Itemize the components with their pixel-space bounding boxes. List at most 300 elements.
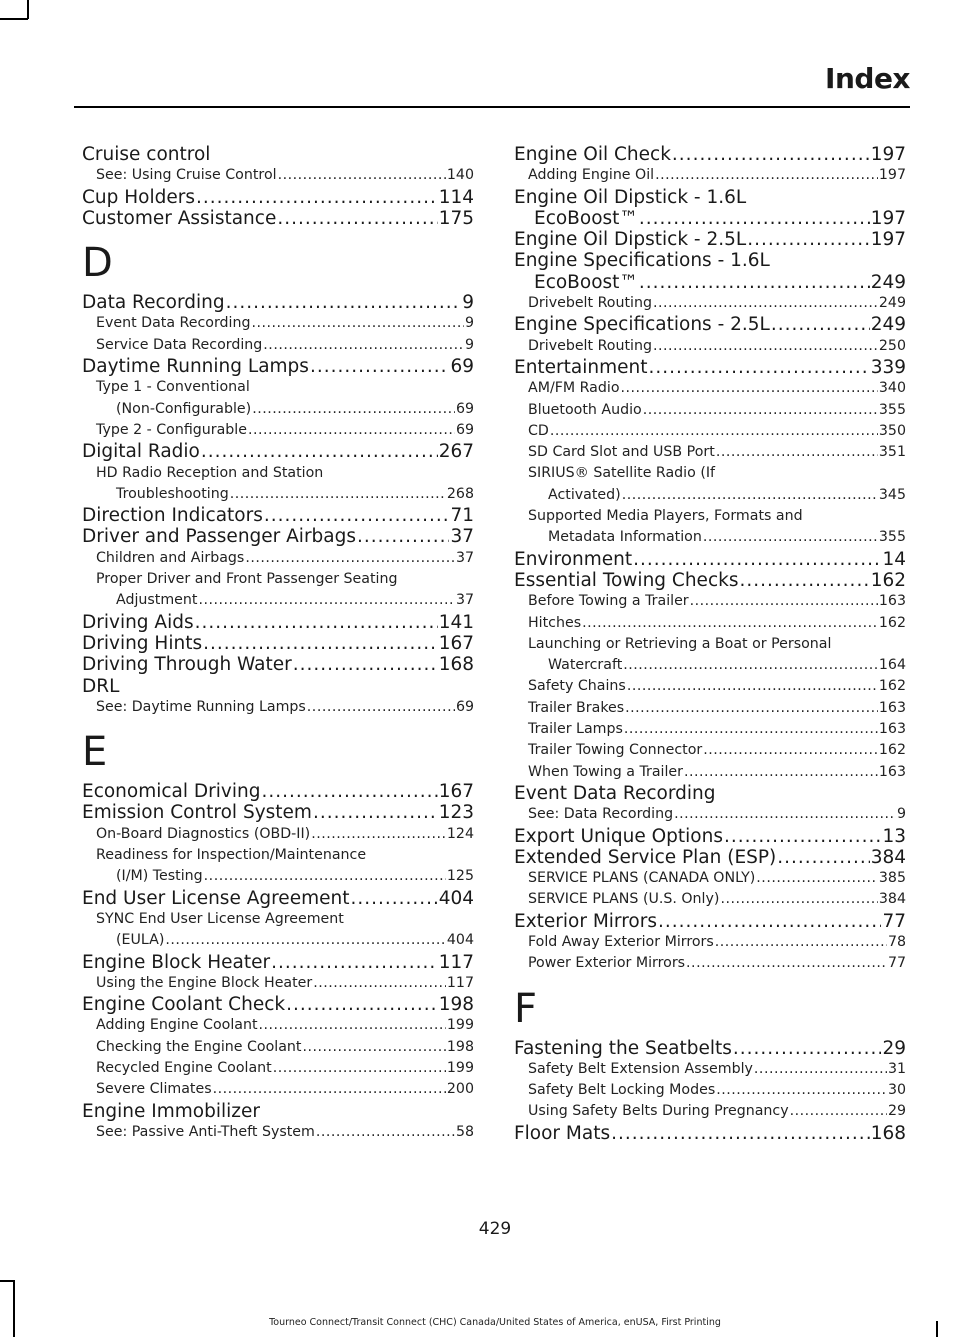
- entry-label: Fastening the Seatbelts: [514, 1037, 732, 1059]
- dot-leader: [790, 1101, 887, 1122]
- entry-label: Driver and Passenger Airbags: [82, 526, 357, 548]
- page-reference[interactable]: 117: [446, 974, 474, 991]
- index-entry[interactable]: [514, 272, 906, 293]
- entry-label: Using Safety Belts During Pregnancy: [528, 1103, 789, 1120]
- page-reference[interactable]: 199: [446, 1017, 474, 1034]
- page-reference[interactable]: 125: [446, 868, 474, 885]
- index-subentry[interactable]: [514, 421, 906, 442]
- dot-leader: [264, 505, 450, 526]
- index-subentry[interactable]: [514, 762, 906, 783]
- index-subentry[interactable]: [514, 1101, 906, 1122]
- page-reference[interactable]: 69: [455, 400, 474, 417]
- index-entry[interactable]: [514, 570, 906, 591]
- index-heading: Engine Oil Dipstick - 1.6L: [514, 186, 747, 208]
- dot-leader: [639, 272, 870, 293]
- dot-leader: [252, 399, 455, 420]
- dot-leader: [625, 698, 878, 719]
- index-subentry[interactable]: [514, 378, 906, 399]
- index-entry[interactable]: [82, 612, 474, 633]
- page-reference[interactable]: 114: [438, 186, 474, 208]
- entry-label: Driving Hints: [82, 632, 203, 654]
- index-subentry[interactable]: [82, 1037, 474, 1058]
- entry-label: Safety Chains: [528, 678, 626, 695]
- entry-label: Floor Mats: [514, 1122, 611, 1144]
- dot-leader: [277, 208, 437, 229]
- footer-text: Tourneo Connect/Transit Connect (CHC) Canada/United States of America, enUSA, First Printing: [269, 1317, 721, 1328]
- page-reference[interactable]: 199: [446, 1059, 474, 1076]
- page-reference[interactable]: 249: [870, 271, 906, 293]
- crop-mark-bottom-left-v: [13, 1280, 15, 1337]
- entry-label: Entertainment: [514, 356, 648, 378]
- dot-leader: [550, 421, 878, 442]
- dot-leader: [747, 229, 869, 250]
- page-reference[interactable]: 355: [878, 401, 906, 418]
- page-reference[interactable]: 162: [878, 742, 906, 759]
- index-entry[interactable]: [82, 526, 474, 547]
- index-entry[interactable]: [514, 229, 906, 250]
- entry-label: Watercraft: [548, 657, 623, 674]
- entry-label: Engine Oil Check: [514, 144, 671, 165]
- index-heading: Engine Immobilizer: [82, 1100, 260, 1122]
- page-reference[interactable]: 9: [464, 315, 474, 332]
- index-subentry[interactable]: [82, 930, 474, 951]
- section-letter: D: [82, 240, 113, 287]
- dot-leader: [624, 719, 878, 740]
- dot-leader: [230, 484, 446, 505]
- dot-leader: [771, 314, 870, 335]
- dot-leader: [739, 570, 869, 591]
- entry-label: Hitches: [528, 614, 582, 631]
- page-reference[interactable]: 13: [882, 825, 906, 847]
- index-entry[interactable]: [514, 208, 906, 229]
- dot-leader: [653, 336, 878, 357]
- page-reference[interactable]: 175: [438, 207, 474, 229]
- entry-label: Drivebelt Routing: [528, 295, 652, 312]
- index-subentry[interactable]: [82, 484, 474, 505]
- entry-label: (Non-Configurable): [116, 400, 252, 417]
- dot-leader: [248, 420, 455, 441]
- dot-leader: [715, 932, 887, 953]
- dot-leader: [627, 676, 878, 697]
- dot-leader: [350, 888, 437, 909]
- entry-label: Children and Airbags: [96, 549, 245, 566]
- entry-label: Before Towing a Trailer: [528, 593, 689, 610]
- index-subentry[interactable]: [514, 165, 906, 186]
- page-reference[interactable]: 77: [887, 955, 906, 972]
- index-subentry[interactable]: [514, 953, 906, 974]
- dot-leader: [263, 335, 464, 356]
- dot-leader: [653, 293, 878, 314]
- dot-leader: [655, 165, 878, 186]
- index-subentry[interactable]: [514, 740, 906, 761]
- page-reference[interactable]: 163: [878, 763, 906, 780]
- page-reference[interactable]: 163: [878, 593, 906, 610]
- index-entry[interactable]: [514, 911, 906, 932]
- index-column-right: [514, 144, 906, 1144]
- entry-label: Safety Belt Extension Assembly: [528, 1060, 753, 1077]
- index-subentry: HD Radio Reception and Station: [96, 464, 324, 481]
- dot-leader: [311, 824, 446, 845]
- dot-leader: [720, 889, 877, 910]
- index-subentry[interactable]: [514, 1080, 906, 1101]
- index-subentry: SYNC End User License Agreement: [96, 910, 344, 927]
- page-reference[interactable]: 404: [438, 887, 474, 909]
- entry-label: Driving Aids: [82, 611, 194, 633]
- page-reference[interactable]: 29: [882, 1037, 906, 1059]
- index-subentry[interactable]: [514, 293, 906, 314]
- entry-label: EcoBoost™: [534, 207, 638, 229]
- page-reference[interactable]: 123: [438, 802, 474, 824]
- page-reference[interactable]: 162: [878, 678, 906, 695]
- entry-label: AM/FM Radio: [528, 380, 620, 397]
- dot-leader: [195, 612, 438, 633]
- index-subentry[interactable]: [82, 1079, 474, 1100]
- index-entry[interactable]: [82, 994, 474, 1015]
- index-heading: Event Data Recording: [514, 782, 716, 804]
- dot-leader: [733, 1038, 882, 1059]
- index-subentry[interactable]: [514, 889, 906, 910]
- header-rule: [74, 106, 910, 108]
- page-reference[interactable]: 385: [878, 870, 906, 887]
- dot-leader: [643, 400, 878, 421]
- page-reference[interactable]: 268: [446, 485, 474, 502]
- page-reference[interactable]: 267: [438, 441, 474, 463]
- entry-label: Extended Service Plan (ESP): [514, 846, 777, 868]
- dot-leader: [658, 911, 881, 932]
- dot-leader: [621, 378, 878, 399]
- entry-label: SERVICE PLANS (U.S. Only): [528, 891, 720, 908]
- page-reference[interactable]: 9: [896, 806, 906, 823]
- index-entry[interactable]: [514, 847, 906, 868]
- entry-label: SD Card Slot and USB Port: [528, 444, 715, 461]
- dot-leader: [582, 613, 878, 634]
- index-entry[interactable]: [82, 781, 474, 802]
- index-subentry[interactable]: [514, 676, 906, 697]
- page-reference[interactable]: 30: [887, 1082, 906, 1099]
- index-entry[interactable]: [82, 952, 474, 973]
- index-subentry[interactable]: [82, 1015, 474, 1036]
- dot-leader: [672, 144, 870, 165]
- index-subentry[interactable]: [514, 400, 906, 421]
- entry-label: Trailer Lamps: [528, 721, 623, 738]
- entry-label: Daytime Running Lamps: [82, 356, 309, 378]
- entry-label: Customer Assistance: [82, 207, 277, 229]
- index-subentry[interactable]: [514, 698, 906, 719]
- section-letter: F: [514, 985, 538, 1032]
- page-reference[interactable]: 339: [870, 356, 906, 378]
- dot-leader: [310, 356, 450, 377]
- index-heading: Cruise control: [82, 144, 211, 165]
- index-entry[interactable]: [82, 208, 474, 229]
- dot-leader: [686, 953, 887, 974]
- page-reference[interactable]: 9: [462, 292, 474, 314]
- entry-label: Drivebelt Routing: [528, 337, 652, 354]
- entry-label: Service Data Recording: [96, 336, 263, 353]
- entry-label: Severe Climates: [96, 1081, 212, 1098]
- dot-leader: [716, 442, 878, 463]
- index-entry[interactable]: [82, 505, 474, 526]
- page-reference[interactable]: 69: [455, 698, 474, 715]
- page-reference[interactable]: 198: [446, 1038, 474, 1055]
- entry-label: SERVICE PLANS (CANADA ONLY): [528, 870, 756, 887]
- index-subentry: Launching or Retrieving a Boat or Personal: [528, 635, 832, 652]
- page-reference[interactable]: 351: [878, 444, 906, 461]
- page-reference[interactable]: 78: [887, 933, 906, 950]
- entry-label: When Towing a Trailer: [528, 763, 683, 780]
- dot-leader: [649, 357, 870, 378]
- dot-leader: [302, 1037, 445, 1058]
- dot-leader: [293, 654, 438, 675]
- index-subentry[interactable]: [82, 824, 474, 845]
- entry-label: Data Recording: [82, 292, 225, 314]
- page-reference[interactable]: 384: [878, 891, 906, 908]
- index-subentry[interactable]: [82, 590, 474, 611]
- index-subentry[interactable]: [514, 613, 906, 634]
- entry-label: Emission Control System: [82, 802, 312, 824]
- page-title: Index: [825, 62, 910, 95]
- dot-leader: [201, 441, 438, 462]
- crop-mark-top-left-v: [27, 0, 29, 19]
- dot-leader: [259, 1015, 446, 1036]
- page-reference[interactable]: 117: [438, 951, 474, 973]
- index-subentry[interactable]: [514, 655, 906, 676]
- dot-leader: [204, 866, 446, 887]
- page-reference[interactable]: 14: [882, 548, 906, 570]
- page-reference[interactable]: 168: [438, 654, 474, 676]
- entry-label: Direction Indicators: [82, 505, 263, 527]
- index-subentry[interactable]: [82, 399, 474, 420]
- page-reference[interactable]: 250: [878, 337, 906, 354]
- dot-leader: [724, 826, 881, 847]
- entry-label: Bluetooth Audio: [528, 401, 642, 418]
- page-reference[interactable]: 163: [878, 721, 906, 738]
- index-column-left: [82, 144, 474, 1143]
- dot-leader: [777, 847, 869, 868]
- index-subentry[interactable]: [514, 485, 906, 506]
- dot-leader: [286, 994, 438, 1015]
- page-reference[interactable]: 124: [446, 825, 474, 842]
- page-reference[interactable]: 355: [878, 529, 906, 546]
- index-entry[interactable]: [514, 357, 906, 378]
- section-letter: E: [82, 729, 108, 776]
- page-reference[interactable]: 77: [882, 910, 906, 932]
- index-subentry[interactable]: [514, 591, 906, 612]
- entry-label: Power Exterior Mirrors: [528, 955, 686, 972]
- dot-leader: [273, 1058, 446, 1079]
- index-subentry[interactable]: [514, 932, 906, 953]
- entry-label: Engine Specifications - 2.5L: [514, 314, 770, 336]
- entry-label: Type 2 - Configurable: [96, 421, 247, 438]
- dot-leader: [245, 548, 455, 569]
- page-reference[interactable]: 141: [438, 611, 474, 633]
- index-subentry[interactable]: [514, 1059, 906, 1080]
- index-subentry[interactable]: [82, 866, 474, 887]
- page-reference[interactable]: 162: [878, 614, 906, 631]
- index-subentry[interactable]: [514, 804, 906, 825]
- page-reference[interactable]: 197: [870, 207, 906, 229]
- index-entry[interactable]: [514, 549, 906, 570]
- index-subentry[interactable]: [514, 719, 906, 740]
- page-reference[interactable]: 29: [887, 1103, 906, 1120]
- entry-label: (I/M) Testing: [116, 868, 203, 885]
- page-reference[interactable]: 167: [438, 781, 474, 803]
- index-entry[interactable]: [514, 314, 906, 335]
- page-reference[interactable]: 340: [878, 380, 906, 397]
- entry-label: Metadata Information: [548, 529, 702, 546]
- dot-leader: [674, 804, 896, 825]
- entry-label: Troubleshooting: [116, 485, 229, 502]
- entry-label: Digital Radio: [82, 441, 200, 463]
- entry-label: Engine Block Heater: [82, 951, 271, 973]
- index-entry[interactable]: [82, 633, 474, 654]
- entry-label: Adjustment: [116, 592, 198, 609]
- dot-leader: [226, 292, 462, 313]
- dot-leader: [307, 697, 455, 718]
- page-reference[interactable]: 162: [870, 569, 906, 591]
- index-entry[interactable]: [82, 802, 474, 823]
- page-reference[interactable]: 163: [878, 699, 906, 716]
- dot-leader: [611, 1123, 870, 1144]
- entry-label: See: Daytime Running Lamps: [96, 698, 306, 715]
- index-subentry: Supported Media Players, Formats and: [528, 508, 803, 525]
- entry-label: Export Unique Options: [514, 825, 723, 847]
- dot-leader: [271, 952, 438, 973]
- page-reference[interactable]: 164: [878, 657, 906, 674]
- index-subentry[interactable]: [514, 868, 906, 889]
- index-subentry[interactable]: [82, 335, 474, 356]
- page-reference[interactable]: 168: [870, 1122, 906, 1144]
- page-number: 429: [478, 1219, 512, 1239]
- index-subentry[interactable]: [82, 697, 474, 718]
- entry-label: Environment: [514, 548, 633, 570]
- dot-leader: [633, 549, 881, 570]
- index-subentry[interactable]: [514, 527, 906, 548]
- page-reference[interactable]: 167: [438, 632, 474, 654]
- entry-label: See: Data Recording: [528, 806, 674, 823]
- index-subentry[interactable]: [514, 336, 906, 357]
- index-entry[interactable]: [82, 187, 474, 208]
- index-entry[interactable]: [82, 654, 474, 675]
- dot-leader: [198, 590, 454, 611]
- entry-label: Cup Holders: [82, 186, 196, 208]
- page-reference[interactable]: 37: [450, 526, 474, 548]
- index-subentry[interactable]: [82, 420, 474, 441]
- index-entry[interactable]: [514, 826, 906, 847]
- entry-label: Using the Engine Block Heater: [96, 974, 313, 991]
- index-subentry[interactable]: [82, 313, 474, 334]
- entry-label: Essential Towing Checks: [514, 569, 739, 591]
- entry-label: See: Using Cruise Control: [96, 167, 277, 184]
- entry-label: See: Passive Anti-Theft System: [96, 1123, 315, 1140]
- page-reference[interactable]: 197: [870, 229, 906, 251]
- entry-label: Adding Engine Coolant: [96, 1017, 258, 1034]
- entry-label: Event Data Recording: [96, 315, 251, 332]
- page-reference[interactable]: 69: [455, 421, 474, 438]
- dot-leader: [639, 208, 870, 229]
- dot-leader: [623, 655, 878, 676]
- dot-leader: [716, 1080, 887, 1101]
- entry-label: Trailer Brakes: [528, 699, 625, 716]
- index-subentry[interactable]: [82, 548, 474, 569]
- index-subentry[interactable]: [82, 973, 474, 994]
- page-reference[interactable]: 345: [878, 486, 906, 503]
- dot-leader: [252, 313, 464, 334]
- entry-label: Trailer Towing Connector: [528, 742, 703, 759]
- dot-leader: [316, 1122, 455, 1143]
- page-reference[interactable]: 197: [870, 144, 906, 165]
- entry-label: Checking the Engine Coolant: [96, 1038, 302, 1055]
- entry-label: Activated): [548, 486, 621, 503]
- page-reference[interactable]: 197: [878, 167, 906, 184]
- page-reference[interactable]: 9: [464, 336, 474, 353]
- index-entry[interactable]: [514, 1038, 906, 1059]
- page-reference[interactable]: 384: [870, 846, 906, 868]
- index-subentry: SIRIUS® Satellite Radio (If: [528, 465, 716, 482]
- crop-mark-bottom-left: [0, 1280, 14, 1282]
- entry-label: Fold Away Exterior Mirrors: [528, 933, 714, 950]
- entry-label: Recycled Engine Coolant: [96, 1059, 272, 1076]
- index-subentry[interactable]: [82, 1058, 474, 1079]
- dot-leader: [754, 1059, 887, 1080]
- entry-label: EcoBoost™: [534, 271, 638, 293]
- index-entry[interactable]: [82, 356, 474, 377]
- entry-label: Adding Engine Oil: [528, 167, 655, 184]
- dot-leader: [703, 527, 878, 548]
- page-reference[interactable]: 71: [450, 505, 474, 527]
- dot-leader: [203, 633, 438, 654]
- dot-leader: [357, 526, 449, 547]
- index-subentry: Proper Driver and Front Passenger Seating: [96, 571, 398, 588]
- entry-label: CD: [528, 422, 549, 439]
- dot-leader: [756, 868, 878, 889]
- dot-leader: [684, 762, 878, 783]
- entry-label: Engine Oil Dipstick - 2.5L: [514, 229, 747, 251]
- index-entry[interactable]: [82, 888, 474, 909]
- entry-label: Driving Through Water: [82, 654, 292, 676]
- index-entry[interactable]: [82, 441, 474, 462]
- page-reference[interactable]: 249: [878, 295, 906, 312]
- dot-leader: [622, 485, 878, 506]
- page-reference[interactable]: 58: [455, 1123, 474, 1140]
- index-subentry[interactable]: [82, 165, 474, 186]
- index-subentry: Type 1 - Conventional: [96, 379, 250, 396]
- page-reference[interactable]: 37: [455, 592, 474, 609]
- index-subentry[interactable]: [514, 442, 906, 463]
- page-reference[interactable]: 31: [887, 1060, 906, 1077]
- dot-leader: [703, 740, 878, 761]
- page-reference[interactable]: 249: [870, 314, 906, 336]
- page-reference[interactable]: 198: [438, 994, 474, 1016]
- page-reference[interactable]: 350: [878, 422, 906, 439]
- page-reference[interactable]: 200: [446, 1081, 474, 1098]
- index-subentry: Readiness for Inspection/Maintenance: [96, 847, 367, 864]
- entry-label: Safety Belt Locking Modes: [528, 1082, 716, 1099]
- index-entry[interactable]: [82, 292, 474, 313]
- index-entry[interactable]: [514, 1123, 906, 1144]
- page-reference[interactable]: 37: [455, 549, 474, 566]
- index-heading: DRL: [82, 675, 120, 697]
- entry-label: (EULA): [116, 932, 165, 949]
- dot-leader: [278, 165, 446, 186]
- page-reference[interactable]: 404: [446, 932, 474, 949]
- dot-leader: [213, 1079, 446, 1100]
- dot-leader: [313, 802, 438, 823]
- page-reference[interactable]: 69: [450, 356, 474, 378]
- crop-mark-top-left: [0, 18, 28, 20]
- index-subentry[interactable]: [82, 1122, 474, 1143]
- page-reference[interactable]: 140: [446, 167, 474, 184]
- index-entry[interactable]: [514, 144, 906, 165]
